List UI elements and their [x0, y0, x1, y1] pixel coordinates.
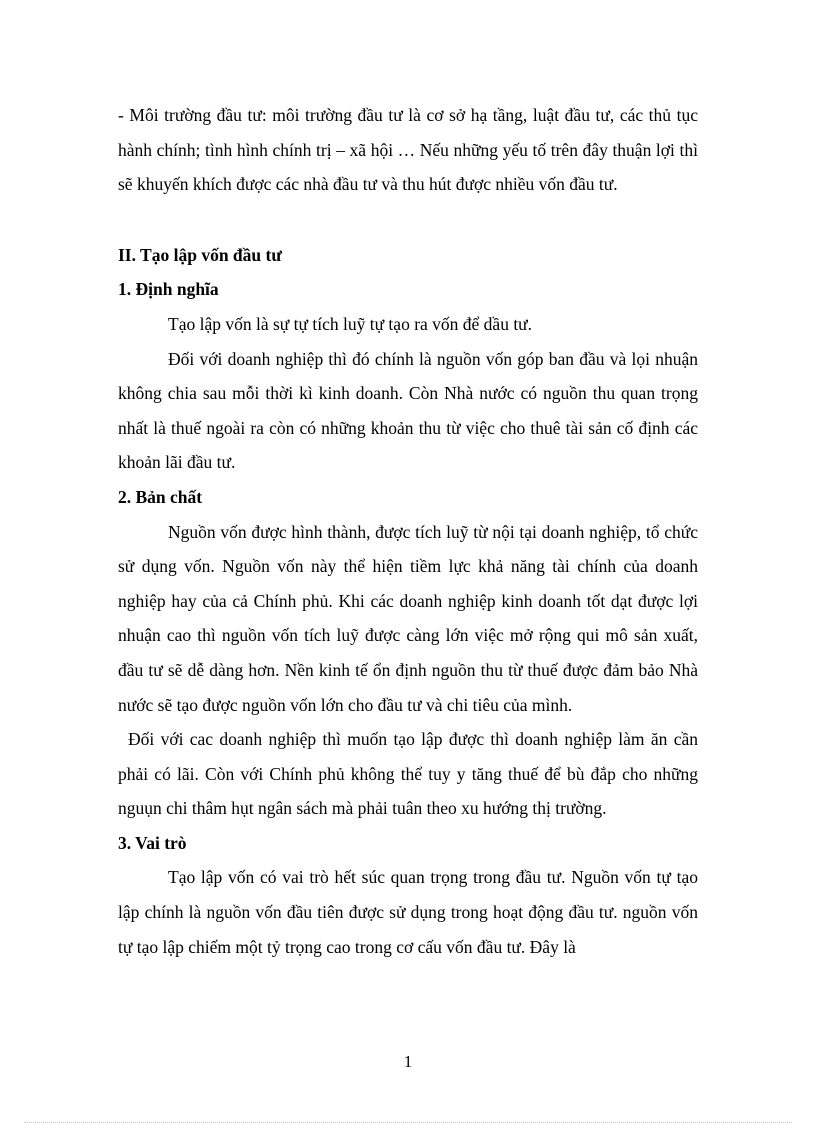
section-heading-capital-formation: II. Tạo lập vốn đầu tư — [118, 244, 282, 265]
subheading-role: 3. Vai trò — [118, 832, 187, 853]
paragraph-definition: Tạo lập vốn là sự tự tích luỹ tự tạo ra vốn để dầu tư. — [168, 313, 533, 334]
paragraph-enterprise-profit: Đối với cac doanh nghiệp thì muốn tạo lập được thì doanh nghiệp làm ăn cần phải có lãi. Còn với Chính phủ không thể tuy y tăng thuế để bù đắp cho những nguụn chi thâm hụt ngân sách mà phải tuân theo xu hướng thị trường. — [118, 729, 698, 819]
paragraph-investment-environment: - Môi trường đầu tư: môi trường đầu tư là cơ sở hạ tầng, luật đầu tư, các thủ tục hành chính; tình hình chính trị – xã hội … Nếu những yếu tố trên đây thuận lợi thì sẽ khuyến khích được các nhà đầu tư và thu hút được nhiều vốn đầu tư. — [118, 105, 698, 195]
paragraph-nature: Nguồn vốn được hình thành, được tích luỹ từ nội tại doanh nghiệp, tổ chức sử dụng vốn. Nguồn vốn này thể hiện tiềm lực khả năng tài chính của doanh nghiệp hay của cả Chính phủ. Khi các doanh nghiệp kinh doanh tốt dạt được lợi nhuận cao thì nguồn vốn tích luỹ được càng lớn việc mở rộng qui mô sản xuất, đầu tư sẽ dễ dàng hơn. Nền kinh tế ổn định nguồn thu từ thuế được đảm bảo Nhà nước sẽ tạo được nguồn vốn lớn cho đầu tư và chi tiêu của mình. — [118, 521, 698, 715]
subheading-definition: 1. Định nghĩa — [118, 279, 219, 300]
paragraph-enterprise-state: Đối với doanh nghiệp thì đó chính là nguồn vốn góp ban đầu và lọi nhuận không chia sau mỗi thời kì kinh doanh. Còn Nhà nước có nguồn thu quan trọng nhất là thuế ngoài ra còn có những khoản thu từ việc cho thuê tài sản cố định các khoản lãi đầu tư. — [118, 348, 698, 473]
document-body — [118, 98, 698, 964]
paragraph-role: Tạo lập vốn có vai trò hết súc quan trọng trong đầu tư. Nguồn vốn tự tạo lập chính là nguồn vốn đầu tiên được sử dụng trong hoạt động đầu tư. nguồn vốn tự tạo lập chiếm một tỷ trọng cao trong cơ cấu vốn đầu tư. Đây là — [118, 867, 698, 957]
subheading-nature: 2. Bản chất — [118, 486, 203, 507]
page-number: 1 — [403, 1052, 413, 1071]
